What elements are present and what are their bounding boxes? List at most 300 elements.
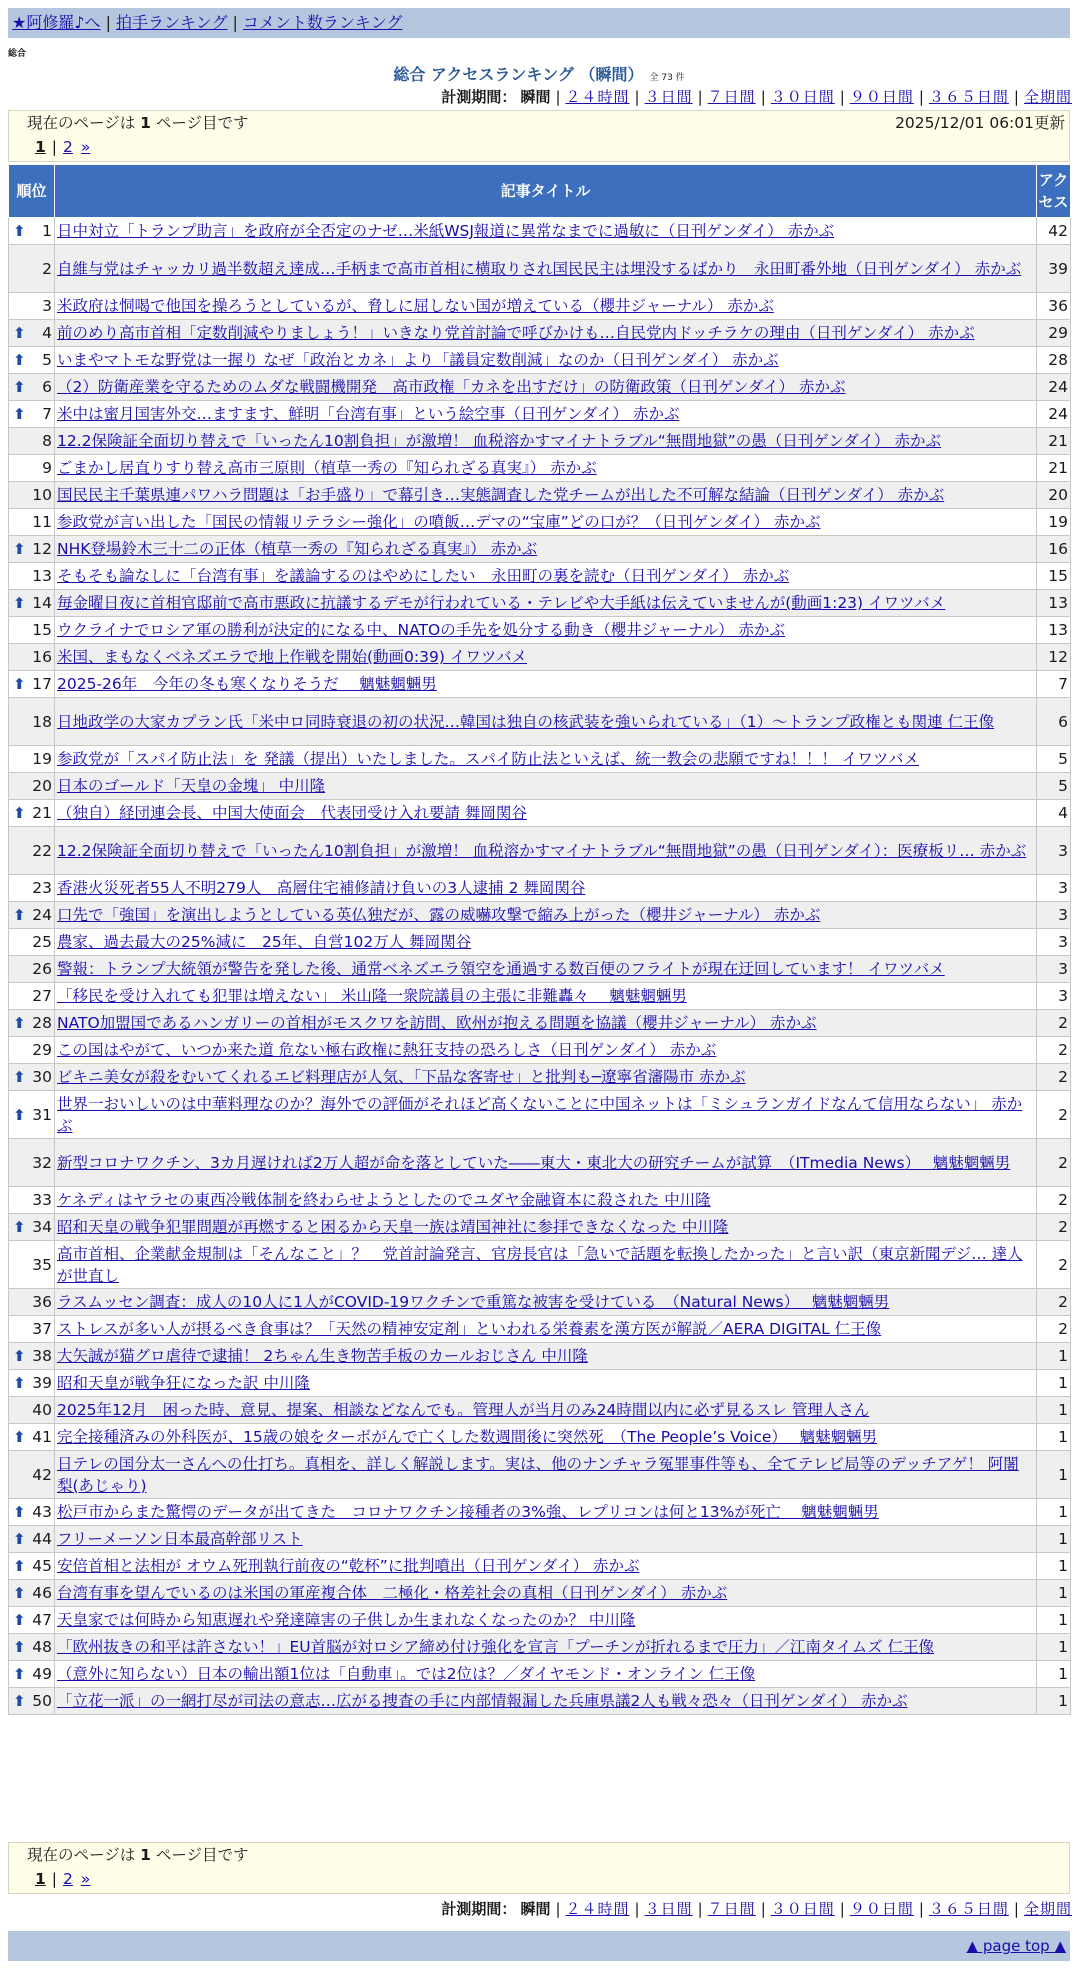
rank-cell [9,800,55,827]
access-count: 1 [1037,1688,1071,1715]
table-row [9,827,1071,875]
page-info-top [8,110,1070,162]
article-title-link[interactable]: NHK登場鈴木三十二の正体（植草一秀の『知られざる真実』） 赤かぶ [57,540,538,558]
table-row [9,374,1071,401]
rank-cell [9,746,55,773]
pager-next[interactable]: » [80,1870,91,1888]
title-cell [55,482,1037,509]
page-info-text: 現在のページは 1 ページ目です [27,114,249,132]
nav-link-applause-ranking[interactable]: 拍手ランキング [115,13,228,32]
rank-number: 17 [32,675,52,693]
access-count: 5 [1037,773,1071,800]
article-title-link[interactable]: 日テレの国分太一さんへの仕打ち。真相を、詳しく解説します。実は、他のナンチャラ冤罪事件等も、全てテレビ局等のデッチアゲ！ 阿闍梨(あじゃり) [57,1454,1019,1495]
table-row [9,956,1071,983]
table-row [9,1451,1071,1499]
rank-number: 21 [32,804,52,822]
title-cell [55,1688,1037,1715]
title-cell [55,320,1037,347]
title-cell [55,644,1037,671]
article-title-link[interactable]: ラスムッセン調査：成人の10人に1人がCOVID-19ワクチンで重篤な被害を受けている （Natural News） 魑魅魍魎男 [57,1293,890,1311]
pager-page-2[interactable]: 2 [63,138,73,156]
rank-cell [9,293,55,320]
rank-number: 23 [32,879,52,897]
title-cell [55,698,1037,746]
access-count: 36 [1037,293,1071,320]
article-title-link[interactable]: 参政党が「スパイ防止法」を 発議（提出）いたしました。スパイ防止法といえば、統一教会の悲願ですね！！！ イワツバメ [57,750,920,768]
total-count: 全 73 件 [649,73,685,83]
rank-number: 49 [32,1665,52,1683]
rank-up-arrow-icon: ⬆ [13,675,26,693]
table-row [9,245,1071,293]
rank-cell [9,482,55,509]
title-cell [55,800,1037,827]
table-row [9,1037,1071,1064]
period-link[interactable]: ３０日間 [770,1900,835,1918]
rank-up-arrow-icon: ⬆ [13,378,26,396]
title-cell [55,1064,1037,1091]
access-count: 21 [1037,428,1071,455]
title-cell [55,1289,1037,1316]
access-count: 2 [1037,1289,1071,1316]
access-count: 3 [1037,875,1071,902]
rank-up-arrow-icon: ⬆ [13,594,26,612]
separator: | [918,1900,924,1918]
table-row [9,1064,1071,1091]
article-title-link[interactable]: 国民民主千葉県連パワハラ問題は「お手盛り」で幕引き…実態調査した党チームが出した不可解な結論（日刊ゲンダイ） 赤かぶ [57,486,945,504]
rank-cell [9,827,55,875]
access-count: 24 [1037,374,1071,401]
rank-number: 22 [32,841,52,860]
rank-number: 18 [32,712,52,731]
table-row [9,320,1071,347]
access-count: 1 [1037,1343,1071,1370]
table-row [9,1580,1071,1607]
table-row [9,293,1071,320]
access-count: 2 [1037,1214,1071,1241]
article-title-link[interactable]: いまやマトモな野党は一握り なぜ「政治とカネ」より「議員定数削減」なのか（日刊ゲンダイ） 赤かぶ [57,351,779,369]
title-cell [55,983,1037,1010]
table-row [9,644,1071,671]
rank-cell [9,401,55,428]
access-count: 21 [1037,455,1071,482]
ranking-table [8,164,1071,1715]
rank-cell [9,1553,55,1580]
rank-cell [9,773,55,800]
rank-number: 31 [32,1105,52,1124]
rank-cell [9,1241,55,1289]
period-link[interactable]: ２４時間 [565,1900,630,1918]
article-title-link[interactable]: 日中対立「トランプ助言」を政府が全否定のナゼ…米紙WSJ報道に異常なまでに過敏に（日刊ゲンダイ） 赤かぶ [57,222,835,240]
rank-number: 1 [42,222,52,240]
article-title-link[interactable]: 「立花一派」の一網打尽が司法の意志…広がる捜査の手に内部情報漏した兵庫県議2人も戦々恐々（日刊ゲンダイ） 赤かぶ [57,1692,908,1710]
rank-up-arrow-icon: ⬆ [13,540,26,558]
title-cell [55,1214,1037,1241]
pager-page-2[interactable]: 2 [63,1870,73,1888]
table-row [9,1091,1071,1139]
period-selector-bottom [441,1898,1072,1919]
article-title-link[interactable]: NATO加盟国であるハンガリーの首相がモスクワを訪問、欧州が抱える問題を協議（櫻井ジャーナル） 赤かぶ [57,1014,817,1032]
access-count: 29 [1037,320,1071,347]
title-cell [55,929,1037,956]
title-cell [55,509,1037,536]
rank-number: 27 [32,987,52,1005]
separator: | [105,13,111,32]
article-title-link[interactable]: 台湾有事を望んでいるのは米国の軍産複合体 二極化・格差社会の真相（日刊ゲンダイ） 赤かぶ [57,1584,728,1602]
nav-link-comment-ranking[interactable]: コメント数ランキング [242,13,403,32]
access-count: 1 [1037,1370,1071,1397]
rank-number: 8 [42,432,52,450]
rank-cell [9,455,55,482]
rank-cell [9,509,55,536]
access-count: 1 [1037,1607,1071,1634]
separator: | [634,88,640,106]
table-row [9,929,1071,956]
title-cell [55,827,1037,875]
article-title-link[interactable]: 完全接種済みの外科医が、15歳の娘をターボがんで亡くした数週間後に突然死 （The People’s Voice） 魑魅魍魎男 [57,1428,878,1446]
article-title-link[interactable]: 12.2保険証全面切り替えで「いったん10割負担」が激増！ 血税溶かすマイナトラブル“無間地獄”の愚（日刊ゲンダイ） 赤かぶ [57,432,941,450]
rank-number: 47 [32,1611,52,1629]
title-cell [55,563,1037,590]
rank-cell [9,1010,55,1037]
article-title-link[interactable]: 松戸市からまた驚愕のデータが出てきた コロナワクチン接種者の3%強、レプリコンは何と13%が死亡 魑魅魍魎男 [57,1503,879,1521]
rank-number: 20 [32,777,52,795]
table-row [9,509,1071,536]
rank-number: 26 [32,960,52,978]
access-count: 1 [1037,1661,1071,1688]
period-link[interactable]: 全期間 [1023,88,1072,106]
top-nav-bar [8,8,1070,38]
rank-number: 41 [32,1428,52,1446]
access-count: 24 [1037,401,1071,428]
rank-up-arrow-icon: ⬆ [13,1692,26,1710]
period-label: 計測期間： [441,88,517,106]
rank-cell [9,1316,55,1343]
rank-number: 48 [32,1638,52,1656]
period-link[interactable]: ３日間 [644,1900,693,1918]
pager-current: 1 [35,138,46,156]
article-title-link[interactable]: （独自）経団連会長、中国大使面会 代表団受け入れ要請 舞岡関谷 [57,804,527,822]
article-title-link[interactable]: そもそも論なしに「台湾有事」を議論するのはやめにしたい 永田町の裏を読む（日刊ゲンダイ） 赤かぶ [57,567,790,585]
access-count: 2 [1037,1010,1071,1037]
rank-cell [9,1397,55,1424]
article-title-link[interactable]: 2025年12月 困った時、意見、提案、相談などなんでも。管理人が当月のみ24時間以内に必ず見るスレ 管理人さん [57,1401,870,1419]
table-row [9,1424,1071,1451]
separator: | [1013,1900,1019,1918]
rank-cell [9,374,55,401]
rank-number: 29 [32,1041,52,1059]
rank-cell [9,1607,55,1634]
title-cell [55,293,1037,320]
period-selector-top [441,86,1072,107]
access-count: 7 [1037,671,1071,698]
title-cell [55,1661,1037,1688]
article-title-link[interactable]: この国はやがて、いつか来た道 危ない極右政権に熱狂支持の恐ろしさ（日刊ゲンダイ） 赤かぶ [57,1041,717,1059]
article-title-link[interactable]: 12.2保険証全面切り替えで「いったん10割負担」が激増！ 血税溶かすマイナトラブル“無間地獄”の愚（日刊ゲンダイ）：医療板リ… 赤かぶ [57,841,1027,860]
rank-number: 10 [32,486,52,504]
title-cell [55,1187,1037,1214]
separator: | [232,13,238,32]
access-count: 20 [1037,482,1071,509]
period-link[interactable]: ３６５日間 [928,1900,1009,1918]
rank-number: 46 [32,1584,52,1602]
article-title-link[interactable]: 「移民を受け入れても犯罪は増えない」 米山隆一衆院議員の主張に非難轟々 魑魅魍魎男 [57,987,687,1005]
table-row [9,746,1071,773]
access-count: 39 [1037,245,1071,293]
title-cell [55,1580,1037,1607]
period-label: 計測期間： [441,1900,517,1918]
pager-next[interactable]: » [80,138,91,156]
table-row [9,1526,1071,1553]
access-count: 3 [1037,827,1071,875]
article-title-link[interactable]: ビキニ美女が殺をむいてくれるエビ料理店が人気、「下品な客寄せ」と批判も─遼寧省瀋陽市 赤かぶ [57,1068,746,1086]
title-cell [55,1139,1037,1187]
title-cell [55,401,1037,428]
rank-up-arrow-icon: ⬆ [13,1105,26,1124]
table-row [9,563,1071,590]
title-cell [55,1397,1037,1424]
table-row [9,1316,1071,1343]
rank-number: 9 [42,459,52,477]
table-row [9,218,1071,245]
article-title-link[interactable]: 大矢誠が猫グロ虐待で逮捕！ 2ちゃん生き物苦手板のカールおじさん 中川隆 [57,1347,588,1365]
title-cell [55,1241,1037,1289]
rank-up-arrow-icon: ⬆ [13,1638,26,1656]
rank-up-arrow-icon: ⬆ [13,1584,26,1602]
access-count: 5 [1037,746,1071,773]
article-title-link[interactable]: 米政府は恫喝で他国を操ろうとしているが、脅しに屈しない国が増えている（櫻井ジャーナル） 赤かぶ [57,297,774,315]
rank-number: 13 [32,567,52,585]
access-count: 2 [1037,1064,1071,1091]
title-cell [55,374,1037,401]
rank-number: 38 [32,1347,52,1365]
rank-up-arrow-icon: ⬆ [13,1218,26,1236]
period-link[interactable]: ２４時間 [565,88,630,106]
title-cell [55,1316,1037,1343]
header-title: 記事タイトル [55,165,1037,218]
table-row [9,671,1071,698]
rank-up-arrow-icon: ⬆ [13,222,26,240]
rank-cell [9,671,55,698]
period-link[interactable]: ３０日間 [770,88,835,106]
table-row [9,983,1071,1010]
page-top-link[interactable]: ▲ page top ▲ [966,1937,1066,1955]
article-title-link[interactable]: フリーメーソン日本最高幹部リスト [57,1530,303,1548]
table-row [9,1343,1071,1370]
table-row [9,1397,1071,1424]
article-title-link[interactable]: （2）防衛産業を守るためのムダな戦闘機開発 高市政権「カネを出すだけ」の防衛政策（日刊ゲンダイ） 赤かぶ [57,378,846,396]
nav-link-asyura[interactable]: ★阿修羅♪へ [12,13,101,32]
article-title-link[interactable]: 天皇家では何時から知恵遅れや発達障害の子供しか生まれなくなったのか？ 中川隆 [57,1611,636,1629]
period-link[interactable]: 全期間 [1023,1900,1072,1918]
rank-number: 19 [32,750,52,768]
title-cell [55,1499,1037,1526]
rank-number: 33 [32,1191,52,1209]
access-count: 4 [1037,800,1071,827]
rank-cell [9,1289,55,1316]
title-cell [55,875,1037,902]
article-title-link[interactable]: 高市首相、企業献金規制は「そんなこと」？ 党首討論発言、官房長官は「急いで話題を転換したかった」と言い訳（東京新聞デジ… 達人が世直し [57,1244,1023,1285]
title-cell [55,1037,1037,1064]
rank-number: 50 [32,1692,52,1710]
separator: | [1013,88,1019,106]
rank-number: 34 [32,1218,52,1236]
rank-number: 16 [32,648,52,666]
title-cell [55,1451,1037,1499]
access-count: 2 [1037,1241,1071,1289]
access-count: 1 [1037,1526,1071,1553]
article-title-link[interactable]: 昭和天皇が戦争狂になった訳 中川隆 [57,1374,310,1392]
article-title-link[interactable]: 米国、まもなくベネズエラで地上作戦を開始(動画0:39) イワツバメ [57,648,528,666]
table-row [9,1241,1071,1289]
rank-number: 6 [42,378,52,396]
article-title-link[interactable]: 前のめり高市首相「定数削減やりましょう！」いきなり党首討論で呼びかけも…自民党内ドッチラケの理由（日刊ゲンダイ） 赤かぶ [57,324,975,342]
rank-up-arrow-icon: ⬆ [13,1530,26,1548]
access-count: 3 [1037,929,1071,956]
rank-number: 14 [32,594,52,612]
article-title-link[interactable]: 農家、過去最大の25%減に 25年、自営102万人 舞岡関谷 [57,933,472,951]
rank-cell [9,929,55,956]
title-cell [55,1607,1037,1634]
rank-cell [9,428,55,455]
period-link[interactable]: ９０日間 [849,1900,914,1918]
bottom-bar [8,1931,1070,1961]
rank-cell [9,875,55,902]
article-title-link[interactable]: ウクライナでロシア軍の勝利が決定的になる中、NATOの手先を処分する動き（櫻井ジャーナル） 赤かぶ [57,621,786,639]
article-title-link[interactable]: 安倍首相と法相が オウム死刑執行前夜の“乾杯”に批判噴出（日刊ゲンダイ） 赤かぶ [57,1557,640,1575]
table-row [9,800,1071,827]
article-title-link[interactable]: 自維与党はチャッカリ過半数超え達成…手柄まで高市首相に横取りされ国民民主は埋没するばかり 永田町番外地（日刊ゲンダイ） 赤かぶ [57,259,1022,278]
header-rank: 順位 [9,165,55,218]
article-title-link[interactable]: 2025-26年 今年の冬も寒くなりそうだ 魑魅魍魎男 [57,675,437,693]
rank-cell [9,1187,55,1214]
table-row [9,536,1071,563]
article-title-link[interactable]: 「欧州抜きの和平は許さない！」EU首脳が対ロシア締め付け強化を宣言「プーチンが折れるまで圧力」／江南タイムズ 仁王像 [57,1638,935,1656]
rank-cell [9,1424,55,1451]
title-cell [55,1370,1037,1397]
period-link[interactable]: ３日間 [644,88,693,106]
rank-up-arrow-icon: ⬆ [13,1428,26,1446]
access-count: 1 [1037,1424,1071,1451]
rank-up-arrow-icon: ⬆ [13,1014,26,1032]
table-row [9,902,1071,929]
rank-cell [9,956,55,983]
table-row [9,875,1071,902]
rank-cell [9,1370,55,1397]
separator: | [555,88,561,106]
rank-up-arrow-icon: ⬆ [13,324,26,342]
rank-number: 4 [42,324,52,342]
table-row [9,482,1071,509]
separator: | [634,1900,640,1918]
separator: | [760,1900,766,1918]
rank-number: 2 [42,259,52,278]
title-cell [55,902,1037,929]
pager: 1 | 2 » [35,1870,91,1888]
access-count: 1 [1037,1397,1071,1424]
table-row [9,1370,1071,1397]
table-row [9,1010,1071,1037]
separator: | [697,1900,703,1918]
category-label: 総合 [8,49,27,59]
rank-number: 35 [32,1255,52,1274]
article-title-link[interactable]: 日地政学の大家カプラン氏「米中ロ同時衰退の初の状況…韓国は独自の核武装を強いられている」（1）～トランプ政権とも関連 仁王像 [57,712,995,731]
period-link[interactable]: ７日間 [707,88,756,106]
table-row [9,1187,1071,1214]
access-count: 2 [1037,1037,1071,1064]
article-title-link[interactable]: 参政党が言い出した「国民の情報リテラシー強化」の噴飯…デマの“宝庫”どの口が？（日刊ゲンダイ） 赤かぶ [57,513,821,531]
title-cell [55,773,1037,800]
period-link[interactable]: ３６５日間 [928,88,1009,106]
article-title-link[interactable]: 米中は蜜月国害外交…ますます、鮮明「台湾有事」という絵空事（日刊ゲンダイ） 赤かぶ [57,405,680,423]
article-title-link[interactable]: 香港火災死者55人不明279人 高層住宅補修請け負いの3人逮捕 2 舞岡関谷 [57,879,586,897]
period-link[interactable]: ７日間 [707,1900,756,1918]
separator: | [760,88,766,106]
rank-up-arrow-icon: ⬆ [13,1068,26,1086]
article-title-link[interactable]: ストレスが多い人が摂るべき食事は？「天然の精神安定剤」といわれる栄養素を漢方医が解説／AERA DIGITAL 仁王像 [57,1320,882,1338]
rank-number: 37 [32,1320,52,1338]
access-count: 28 [1037,347,1071,374]
title-cell [55,1010,1037,1037]
table-row [9,428,1071,455]
rank-cell [9,320,55,347]
rank-number: 36 [32,1293,52,1311]
rank-cell [9,983,55,1010]
rank-cell [9,617,55,644]
article-title-link[interactable]: 日本のゴールド「天皇の金塊」 中川隆 [57,777,326,795]
access-count: 2 [1037,1316,1071,1343]
access-count: 2 [1037,1187,1071,1214]
title-cell [55,746,1037,773]
article-title-link[interactable]: 昭和天皇の戦争犯罪問題が再燃すると困るから天皇一族は靖国神社に参拝できなくなった 中川隆 [57,1218,729,1236]
title-cell [55,347,1037,374]
rank-cell [9,1526,55,1553]
rank-up-arrow-icon: ⬆ [13,1557,26,1575]
rank-up-arrow-icon: ⬆ [13,405,26,423]
rank-number: 3 [42,297,52,315]
article-title-link[interactable]: 新型コロナワクチン、3カ月遅ければ2万人超が命を落としていた――東大・東北大の研究チームが試算 （ITmedia News） 魑魅魍魎男 [57,1153,1011,1172]
article-title-link[interactable]: ごまかし居直りすり替え高市三原則（植草一秀の『知られざる真実』） 赤かぶ [57,459,597,477]
article-title-link[interactable]: （意外に知らない）日本の輸出額1位は「自動車」。では2位は？／ダイヤモンド・オンライン 仁王像 [57,1665,756,1683]
rank-cell [9,1499,55,1526]
table-row [9,1634,1071,1661]
access-count: 3 [1037,983,1071,1010]
table-row [9,698,1071,746]
access-count: 16 [1037,536,1071,563]
article-title-link[interactable]: 警報：トランプ大統領が警告を発した後、通常ベネズエラ領空を通過する数百便のフライトが現在迂回しています！ イワツバメ [57,960,945,978]
title-cell [55,428,1037,455]
rank-up-arrow-icon: ⬆ [13,1503,26,1521]
separator: | [839,1900,845,1918]
access-count: 42 [1037,218,1071,245]
rank-cell [9,644,55,671]
rank-number: 28 [32,1014,52,1032]
page-info-bottom [8,1842,1070,1894]
separator: | [555,1900,561,1918]
article-title-link[interactable]: 世界一おいしいのは中華料理なのか？海外での評価がそれほど高くないことに中国ネットは「ミシュランガイドなんて信用ならない」 赤かぶ [57,1094,1023,1135]
access-count: 15 [1037,563,1071,590]
period-link[interactable]: ９０日間 [849,88,914,106]
access-count: 1 [1037,1553,1071,1580]
title-cell [55,1526,1037,1553]
table-row [9,1139,1071,1187]
article-title-link[interactable]: ケネディはヤラセの東西冷戦体制を終わらせようとしたのでユダヤ金融資本に殺された 中川隆 [57,1191,711,1209]
table-row [9,773,1071,800]
title-cell [55,1634,1037,1661]
rank-up-arrow-icon: ⬆ [13,351,26,369]
article-title-link[interactable]: 毎金曜日夜に首相官邸前で高市悪政に抗議するデモが行われている・テレビや大手紙は伝えていませんが(動画1:23) イワツバメ [57,594,946,612]
article-title-link[interactable]: 口先で「強国」を演出しようとしている英仏独だが、露の威嚇攻撃で縮み上がった（櫻井ジャーナル） 赤かぶ [57,906,821,924]
table-row [9,1661,1071,1688]
